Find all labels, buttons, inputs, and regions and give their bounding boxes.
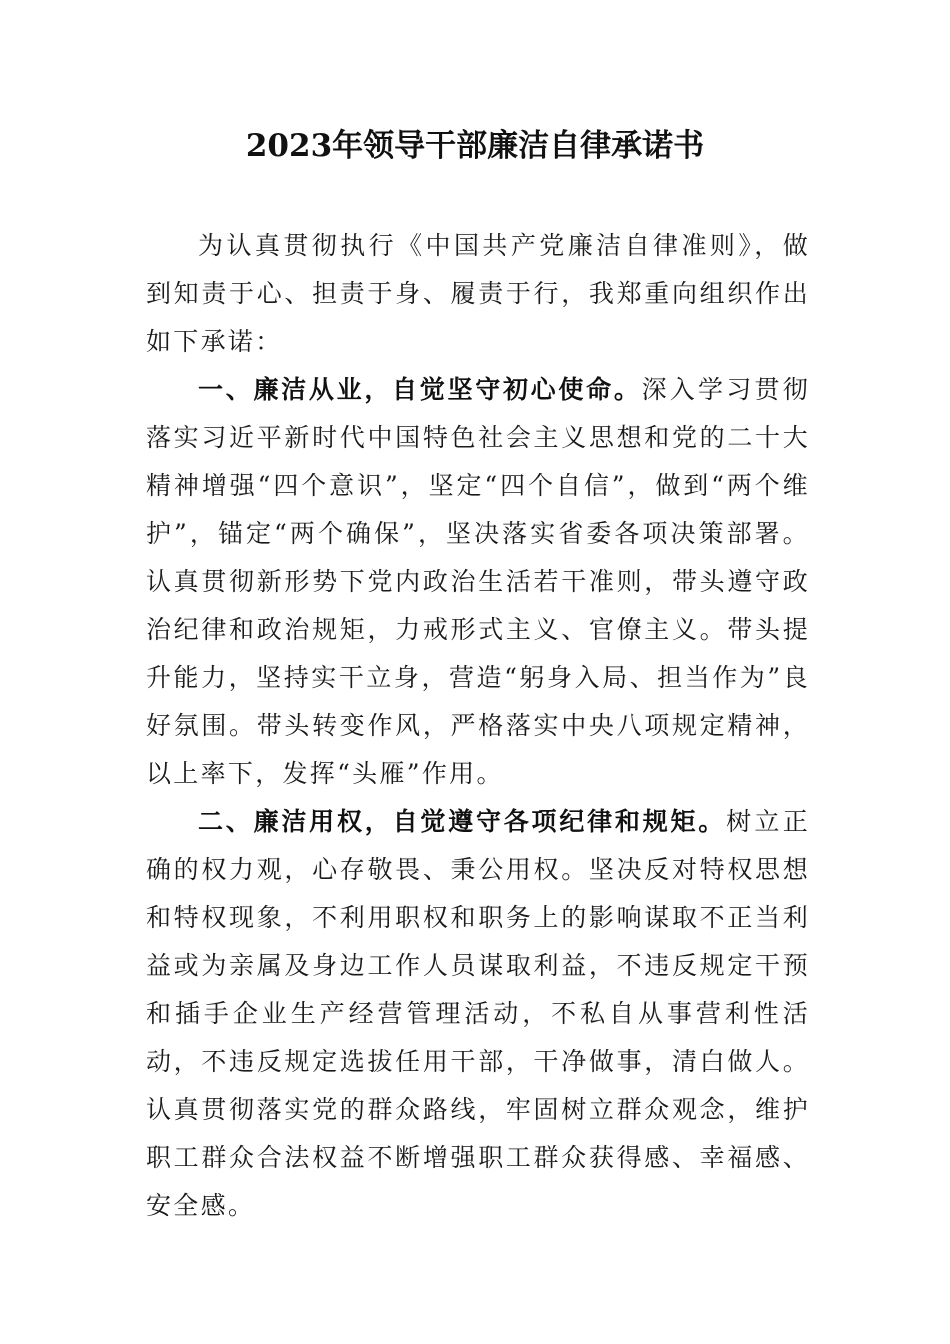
section-2-heading: 二、廉洁用权，自觉遵守各项纪律和规矩。 — [198, 807, 727, 836]
section-2-paragraph — [146, 798, 810, 1230]
document-body — [146, 222, 810, 1230]
section-1-paragraph — [146, 366, 810, 798]
section-1-text: 深入学习贯彻落实习近平新时代中国特色社会主义思想和党的二十大精神增强“四个意识”，坚定“四个自信”，做到“两个维护”，锚定“两个确保”，坚决落实省委各项决策部署。认真贯彻新形势下党内政治生活若干准则，带头遵守政治纪律和政治规矩，力戒形式主义、官僚主义。带头提升能力，坚持实干立身，营造“躬身入局、担当作为”良好氛围。带头转变作风，严格落实中央八项规定精神，以上率下，发挥“头雁”作用。 — [146, 375, 810, 788]
intro-paragraph: 为认真贯彻执行《中国共产党廉洁自律准则》，做到知责于心、担责于身、履责于行，我郑重向组织作出如下承诺： — [146, 231, 810, 356]
document-title: 2023年领导干部廉洁自律承诺书 — [245, 128, 705, 164]
section-1-heading: 一、廉洁从业，自觉坚守初心使命。 — [198, 375, 642, 404]
section-2-text: 树立正确的权力观，心存敬畏、秉公用权。坚决反对特权思想和特权现象，不利用职权和职务上的影响谋取不正当利益或为亲属及身边工作人员谋取利益，不违反规定干预和插手企业生产经营管理活动，不私自从事营利性活动，不违反规定选拔任用干部，干净做事，清白做人。认真贯彻落实党的群众路线，牢固树立群众观念，维护职工群众合法权益不断增强职工群众获得感、幸福感、安全感。 — [146, 807, 810, 1220]
